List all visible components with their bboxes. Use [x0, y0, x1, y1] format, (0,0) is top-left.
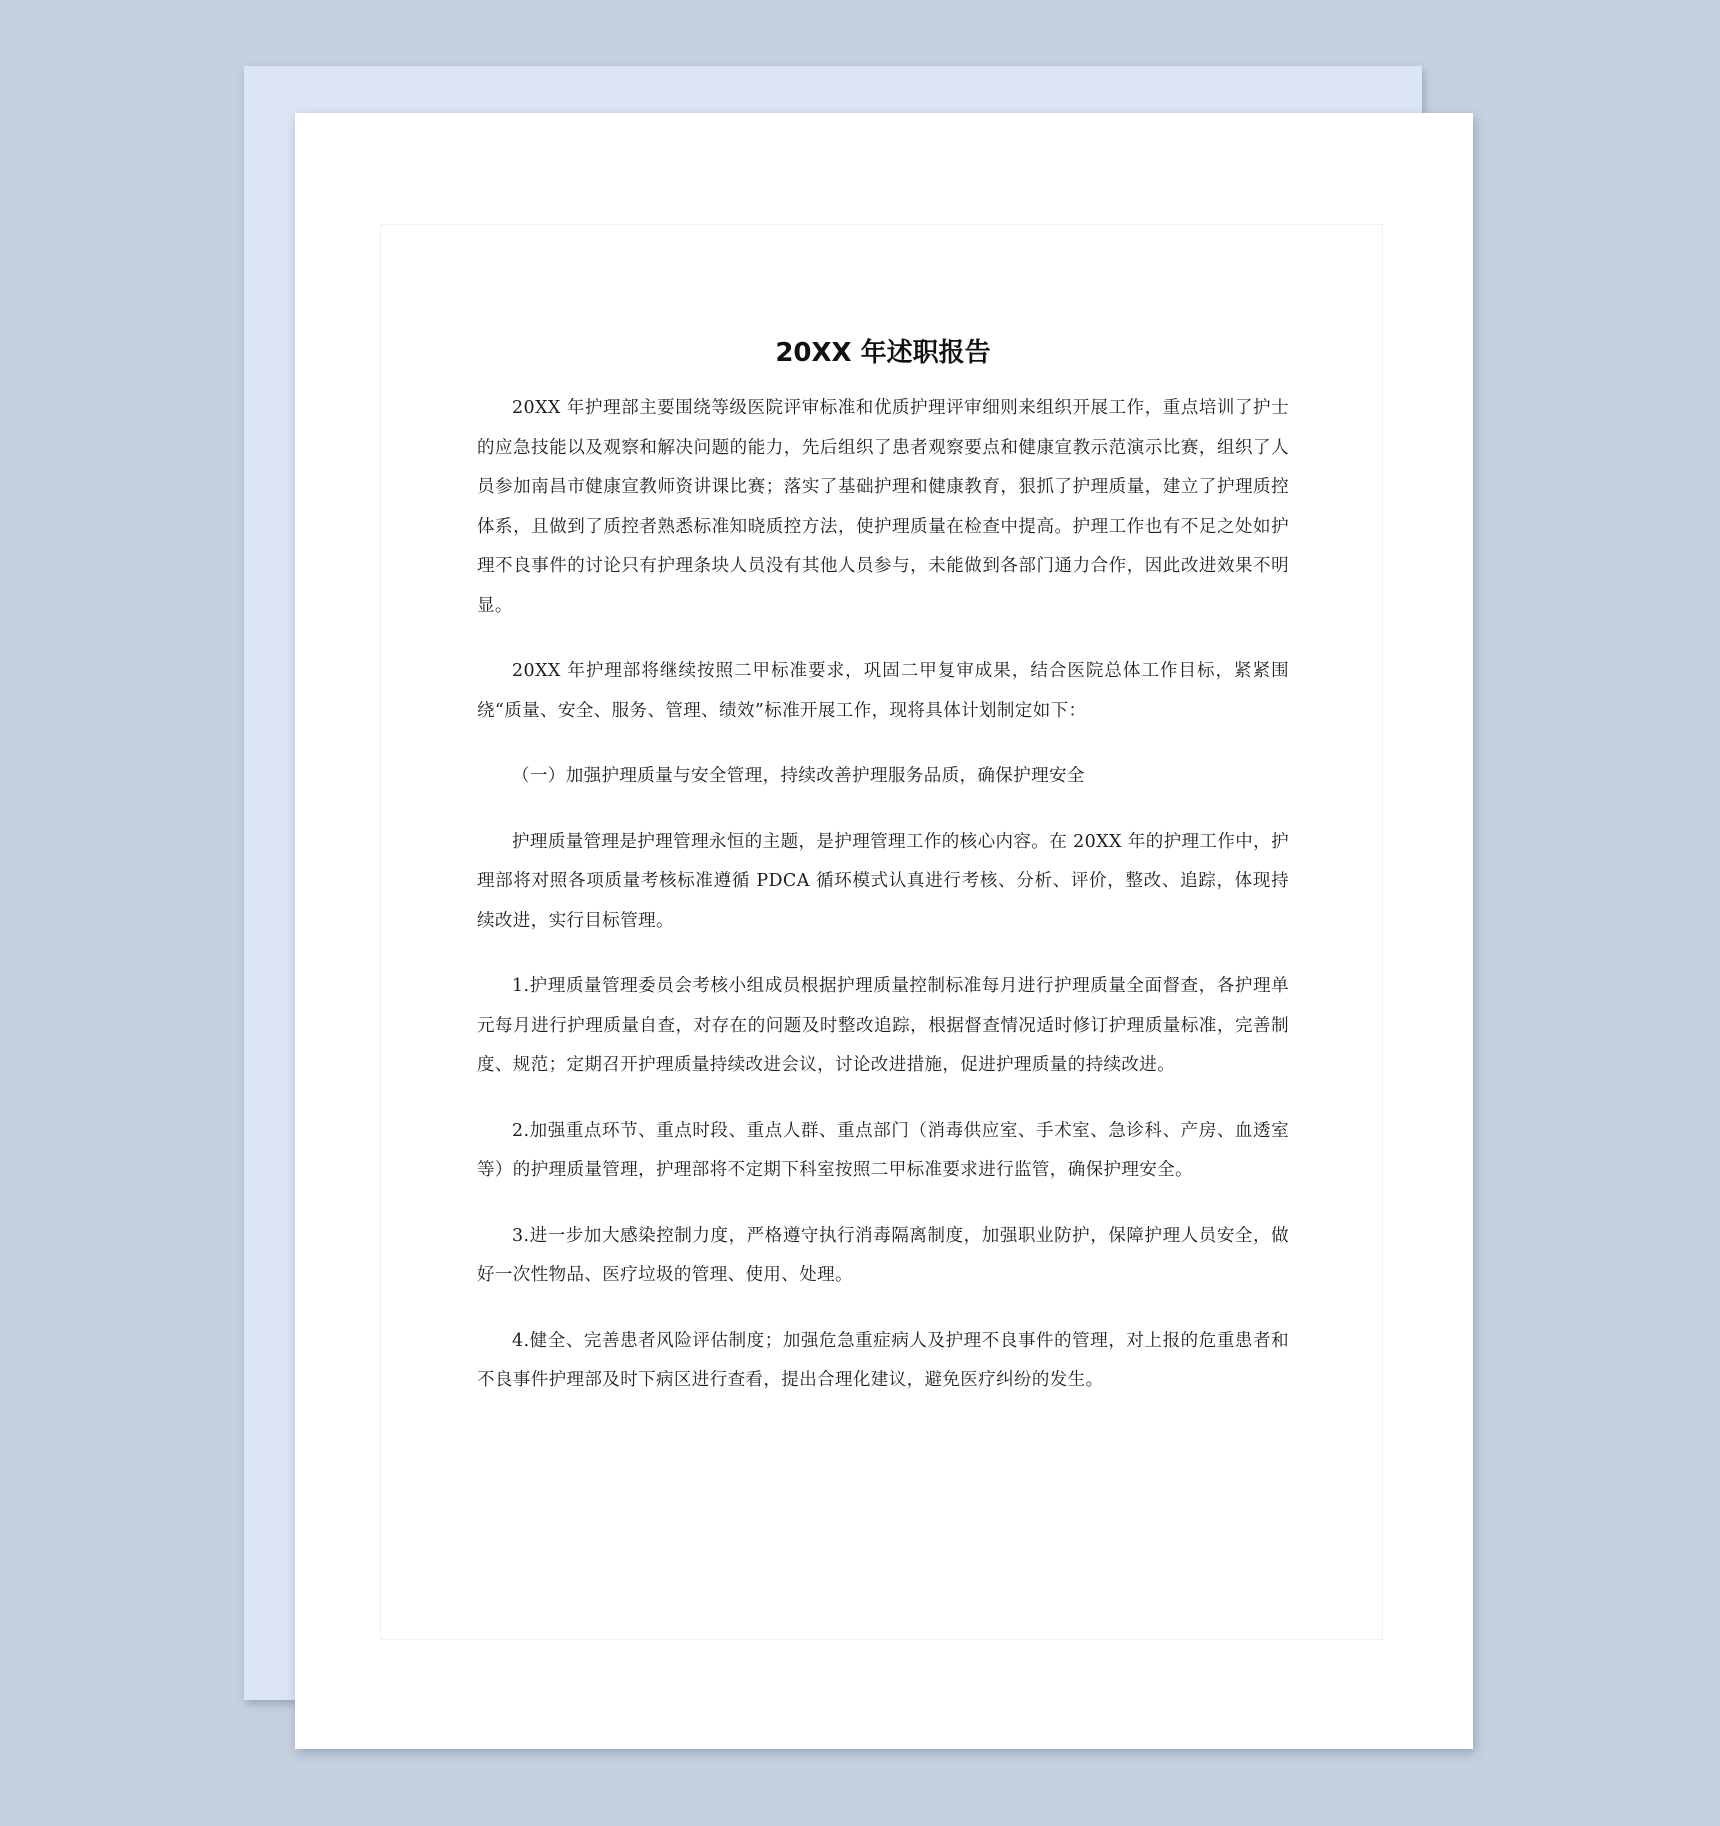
list-item-4: 4.健全、完善患者风险评估制度；加强危急重症病人及护理不良事件的管理，对上报的危重患者和不良事件护理部及时下病区进行查看，提出合理化建议，避免医疗纠纷的发生。	[477, 1330, 1289, 1390]
list-item-2: 2.加强重点环节、重点时段、重点人群、重点部门（消毒供应室、手术室、急诊科、产房、血透室等）的护理质量管理，护理部将不定期下科室按照二甲标准要求进行监管，确保护理安全。	[477, 1120, 1289, 1180]
paragraph-summary: 20XX 年护理部主要围绕等级医院评审标准和优质护理评审细则来组织开展工作，重点培训了护士的应急技能以及观察和解决问题的能力，先后组织了患者观察要点和健康宣教示范演示比赛，组织了人员参加南昌市健康宣教师资讲课比赛；落实了基础护理和健康教育，狠抓了护理质量，建立了护理质控体系，且做到了质控者熟悉标准知晓质控方法，使护理质量在检查中提高。护理工作也有不足之处如护理不良事件的讨论只有护理条块人员没有其他人员参与，未能做到各部门通力合作，因此改进效果不明显。	[477, 398, 1289, 616]
document-body	[477, 333, 1289, 1427]
document-title: 20XX 年述职报告	[775, 338, 991, 368]
list-item-3: 3.进一步加大感染控制力度，严格遵守执行消毒隔离制度，加强职业防护，保障护理人员安全，做好一次性物品、医疗垃圾的管理、使用、处理。	[477, 1225, 1289, 1285]
document-page	[295, 113, 1473, 1749]
paragraph-plan-intro: 20XX 年护理部将继续按照二甲标准要求，巩固二甲复审成果，结合医院总体工作目标，紧紧围绕“质量、安全、服务、管理、绩效”标准开展工作，现将具体计划制定如下：	[477, 661, 1289, 721]
paragraph-quality-management: 护理质量管理是护理管理永恒的主题，是护理管理工作的核心内容。在 20XX 年的护理工作中，护理部将对照各项质量考核标准遵循 PDCA 循环模式认真进行考核、分析、评价，整改、追踪，体现持续改进，实行目标管理。	[477, 831, 1289, 931]
section-heading-1: （一）加强护理质量与安全管理，持续改善护理服务品质，确保护理安全	[512, 766, 1085, 786]
list-item-1: 1.护理质量管理委员会考核小组成员根据护理质量控制标准每月进行护理质量全面督查，各护理单元每月进行护理质量自查，对存在的问题及时整改追踪，根据督查情况适时修订护理质量标准，完善制度、规范；定期召开护理质量持续改进会议，讨论改进措施，促进护理质量的持续改进。	[477, 976, 1289, 1075]
